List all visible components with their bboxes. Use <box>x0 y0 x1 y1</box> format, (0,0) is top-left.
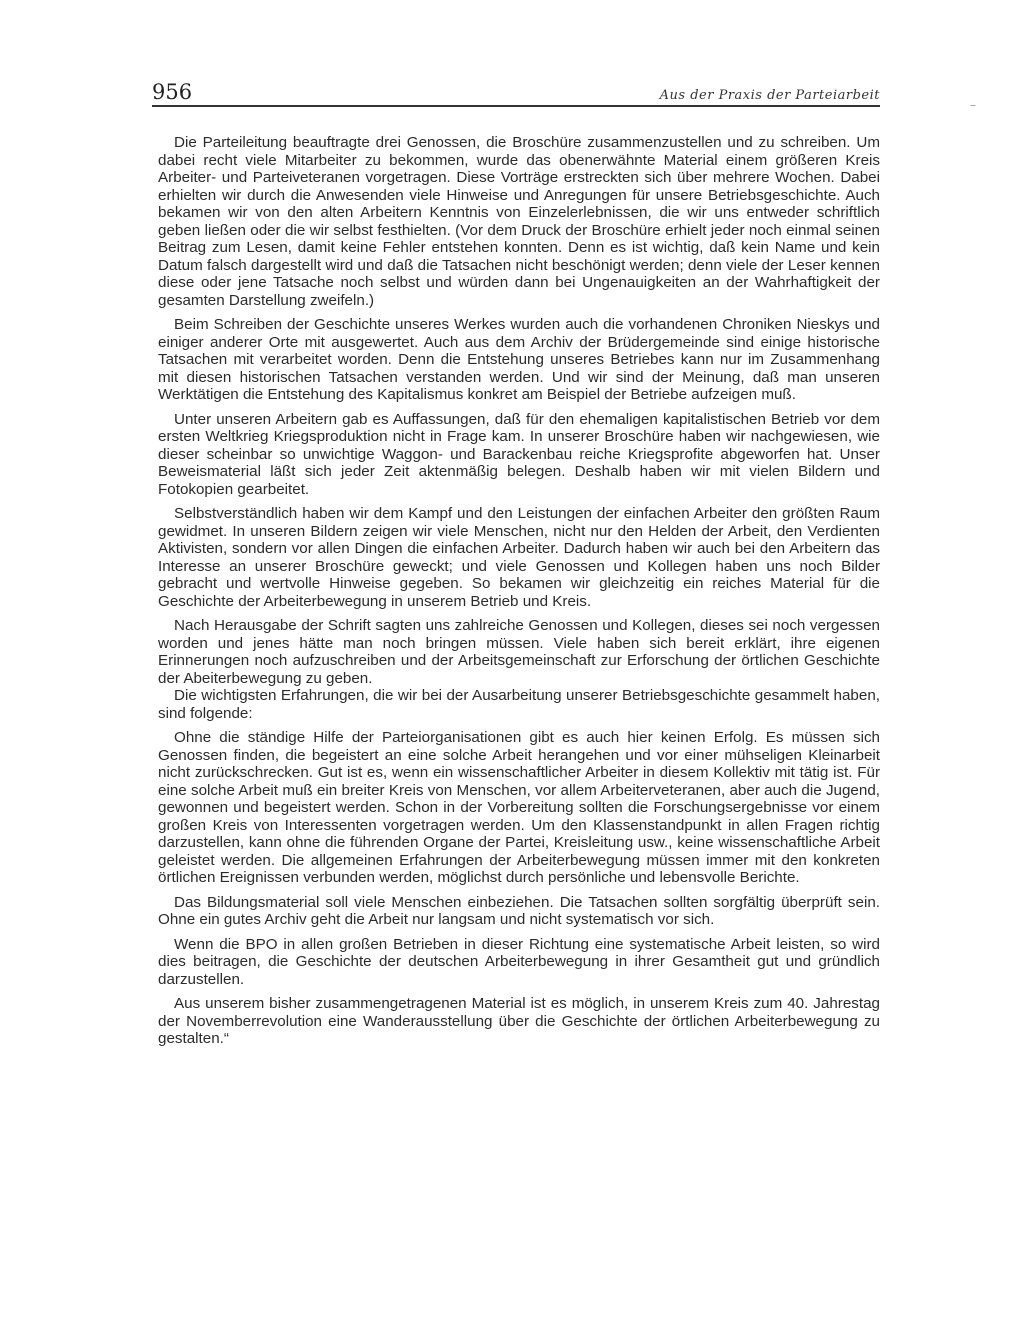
paragraph-5: Nach Herausgabe der Schrift sagten uns zahlreiche Genossen und Kollegen, dieses sei noch vergessen worden und jenes hätte man noch bringen müssen. Viele haben sich bereit erklärt, ihre eigenen Erinnerungen noch aufzuschreiben und der Arbeitsgemeinschaft zur Erforschung der örtlichen Geschichte der Abeiterbewegung zu geben. <box>158 617 880 687</box>
paragraph-10: Aus unserem bisher zusammengetragenen Material ist es möglich, in unserem Kreis zum 40. Jahrestag der Novemberrevolution eine Wanderausstellung über die Geschichte der örtlichen Arbeiterbewegung zu gestalten.“ <box>158 995 880 1047</box>
paragraph-1: Die Parteileitung beauftragte drei Genossen, die Broschüre zusammenzustellen und zu schreiben. Um dabei recht viele Mitarbeiter zu bekommen, wurde das obenerwähnte Material einem größeren Kreis Arbeiter- und Parteiveteranen vorgetragen. Diese Vorträge erstreckten sich über mehrere Wochen. Dabei erhielten wir durch die Anwesenden viele Hinweise und Anregungen für unsere Betriebsgeschichte. Auch bekamen wir von den alten Arbeitern Kenntnis von Einzelerlebnissen, die wir uns entweder schriftlich geben ließen oder die wir selbst festhielten. (Vor dem Druck der Broschüre erhielt jeder noch einmal seinen Beitrag zum Lesen, damit keine Fehler entstehen konnten. Denn es ist wichtig, daß kein Name und kein Datum falsch dargestellt wird und daß die Tatsachen nicht beschönigt werden; denn viele der Leser kennen diese oder jene Tatsache noch selbst und würden dann bei Ungenauigkeiten an der Wahrhaftigkeit der gesamten Darstellung zweifeln.) <box>158 134 880 309</box>
scan-mark: – <box>970 98 976 112</box>
paragraph-8: Das Bildungsmaterial soll viele Menschen einbeziehen. Die Tatsachen sollten sorgfältig überprüft sein. Ohne ein gutes Archiv geht die Arbeit nur langsam und nicht systematisch vor sich. <box>158 893 880 928</box>
paragraph-7: Ohne die ständige Hilfe der Parteiorganisationen gibt es auch hier keinen Erfolg. Es müssen sich Genossen finden, die begeistert an eine solche Arbeit herangehen und vor einer mühseligen Kleinarbeit nicht zurückschrecken. Gut ist es, wenn ein wissenschaftlicher Arbeiter in diesem Kollektiv mit tätig ist. Für eine solche Arbeit muß ein breiter Kreis von Menschen, vor allem Arbeiterveteranen, aber auch die Jugend, gewonnen und begeistert werden. Schon in der Vorbereitung sollten die Forschungsergebnisse vor einem großen Kreis von Interessenten vorgetragen werden. Um den Klassenstandpunkt in allen Fragen richtig darzustellen, kann ohne die führenden Organe der Partei, Kreisleitung usw., keine wissenschaftliche Arbeit geleistet werden. Die allgemeinen Erfahrungen der Arbeiterbewegung müssen immer mit den konkreten örtlichen Ereignissen verbunden werden, möglichst durch persönliche und lebensvolle Berichte. <box>158 729 880 886</box>
paragraph-9: Wenn die BPO in allen großen Betrieben in dieser Richtung eine systematische Arbeit leisten, so wird dies beitragen, die Geschichte der deutschen Arbeiterbewegung in ihrer Gesamtheit gut und gründlich darzustellen. <box>158 935 880 988</box>
paragraph-6: Die wichtigsten Erfahrungen, die wir bei der Ausarbeitung unserer Betriebsgeschichte gesammelt haben, sind folgende: <box>158 687 880 722</box>
paragraph-3: Unter unseren Arbeitern gab es Auffassungen, daß für den ehemaligen kapitalistischen Betrieb vor dem ersten Weltkrieg Kriegsproduktion nicht in Frage kam. In unserer Broschüre haben wir nachgewiesen, wie dieser scheinbar so unwichtige Waggon- und Barackenbau reiche Kriegsprofite abgeworfen hat. Unser Beweismaterial läßt sich jeder Zeit aktenmäßig belegen. Deshalb haben wir mit vielen Bildern und Fotokopien gearbeitet. <box>158 410 880 498</box>
paragraph-2: Beim Schreiben der Geschichte unseres Werkes wurden auch die vorhandenen Chroniken Nieskys und einiger anderer Orte mit ausgewertet. Auch aus dem Archiv der Brüdergemeinde sind einige historische Tatsachen mit verarbeitet worden. Denn die Entstehung unseres Betriebes kann nur im Zusammenhang mit diesen historischen Tatsachen verstanden werden. Und wir sind der Meinung, daß man unseren Werktätigen die Entstehung des Kapitalismus konkret am Beispiel der Betriebe aufzeigen muß. <box>158 316 880 403</box>
page-header <box>152 80 880 110</box>
page-number: 956 <box>152 80 193 104</box>
header-rule <box>152 105 880 107</box>
running-title: Aus der Praxis der Parteiarbeit <box>659 88 880 103</box>
body-text <box>158 134 880 1055</box>
paragraph-4: Selbstverständlich haben wir dem Kampf und den Leistungen der einfachen Arbeiter den größten Raum gewidmet. In unseren Bildern zeigen wir viele Menschen, nicht nur den Helden der Arbeit, den Verdienten Aktivisten, sondern vor allen Dingen die einfachen Arbeiter. Dadurch haben wir auch bei den Arbeitern das Interesse an unserer Broschüre geweckt; und viele Genossen und Kollegen haben uns noch Bilder gebracht und wertvolle Hinweise gegeben. So bekamen wir gleichzeitig ein reiches Material für die Geschichte der Arbeiterbewegung in unserem Betrieb und Kreis. <box>158 505 880 610</box>
